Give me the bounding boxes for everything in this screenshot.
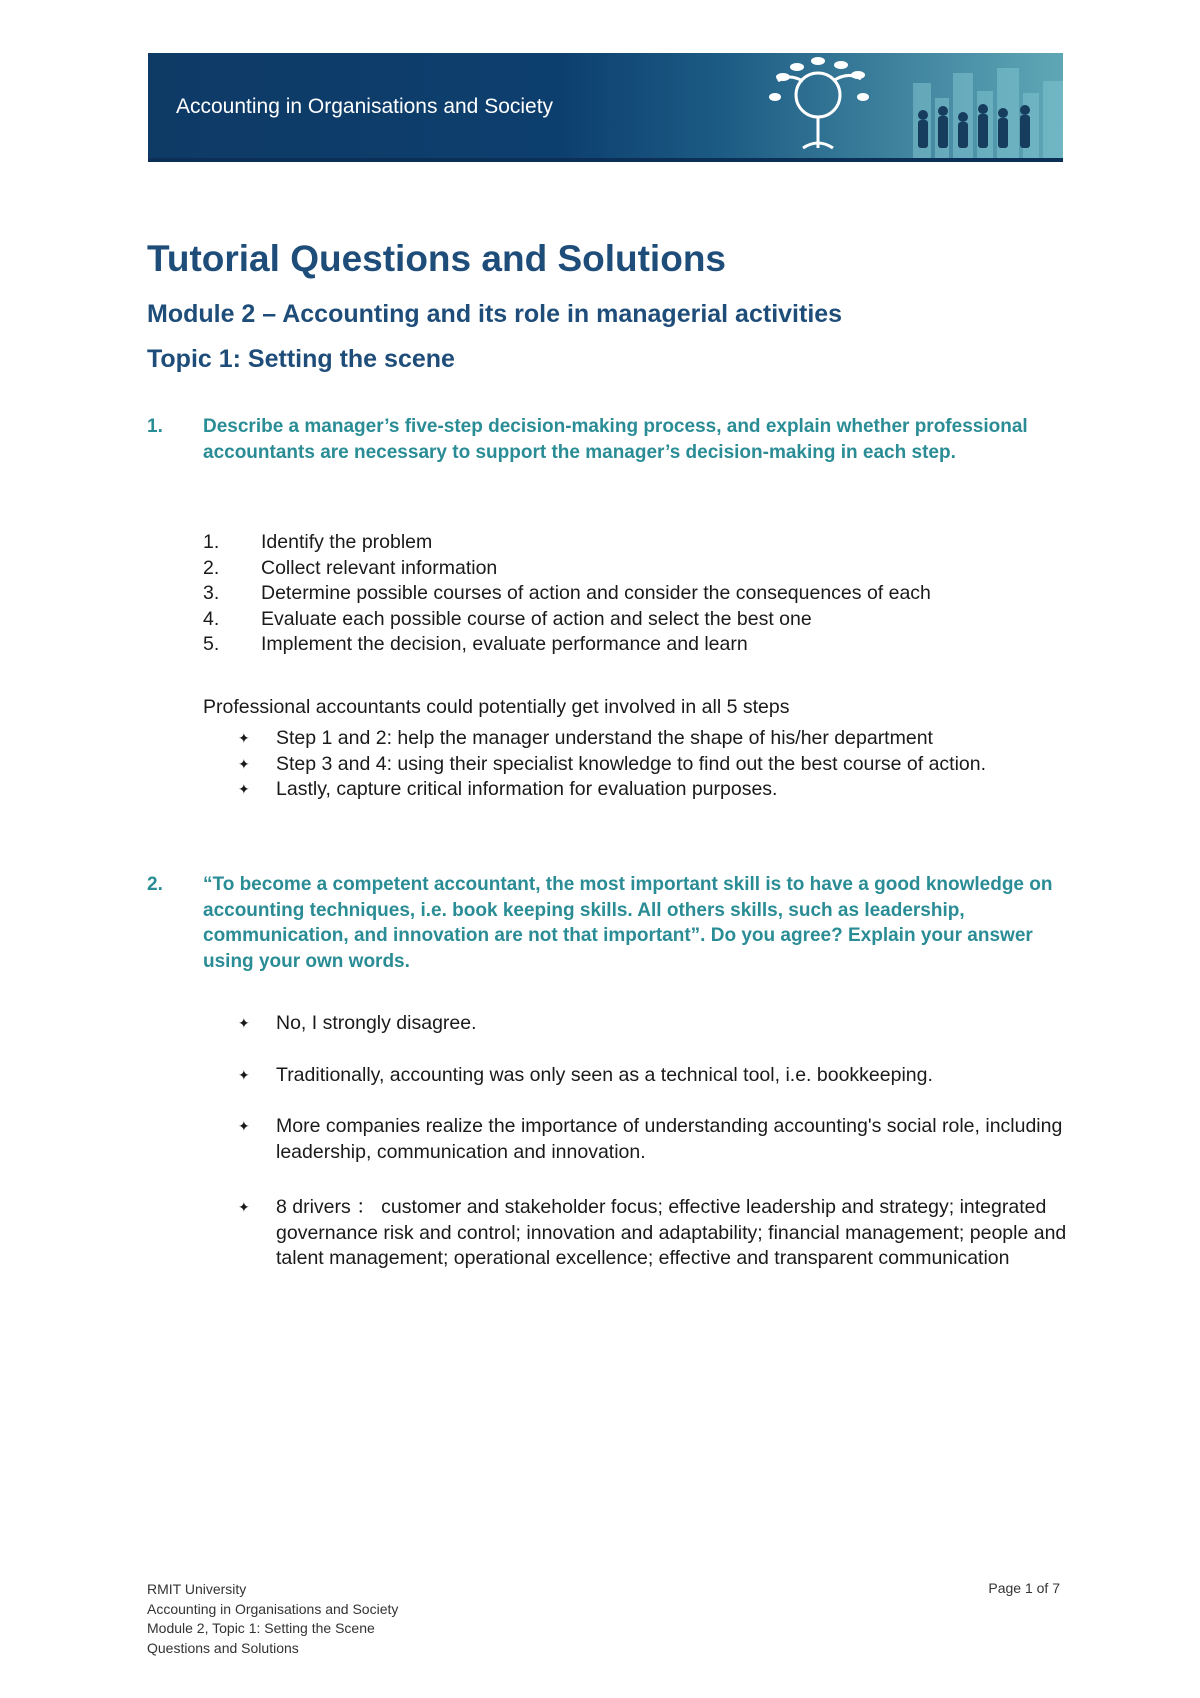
list-item [238,777,1068,803]
footer-line: Accounting in Organisations and Society [147,1600,399,1617]
answer-2-bullets [238,1011,1068,1272]
bullet-icon: ✦ [238,1015,250,1031]
banner-underline [148,158,1063,162]
bullet-icon: ✦ [238,755,250,772]
banner-title: Accounting in Organisations and Society [176,95,554,118]
step-text: Implement the decision, evaluate performance and learn [261,633,748,655]
bullet-text: No, I strongly disagree. [276,1012,477,1034]
question-text: “To become a competent accountant, the most important skill is to have a good knowledge on accounting techniques, i.e. book keeping skills. All others skills, such as leadership, communication, and innovation are not that important”. Do you agree? Explain your answer using your own words. [203,874,1053,972]
footer [147,1580,398,1658]
bullet-icon: ✦ [238,1199,250,1215]
city-skyline-illustration [763,53,1063,160]
bullet-icon: ✦ [238,730,250,746]
step-text: Evaluate each possible course of action and select the best one [261,607,812,630]
bullet-icon: ✦ [238,1066,250,1083]
step-number: 5. [203,633,220,655]
bullet-text: Step 3 and 4: using their specialist knowledge to find out the best course of action. [276,752,987,775]
footer-line: Module 2, Topic 1: Setting the Scene [147,1620,375,1636]
bullet-icon: ✦ [238,781,250,797]
question-1 [147,414,1057,465]
list-item [238,1011,1068,1037]
list-item [238,752,1068,778]
list-item [238,726,1068,752]
bullet-text: 8 drivers ： customer and stakeholder focus; effective leadership and strategy; integrated governance risk and control; innovation and adaptability; financial management; people and talent management; operational excellence; effective and transparent communication [276,1196,1067,1269]
answer-intro: Professional accountants could potentially get involved in all 5 steps [203,696,790,718]
bullet-text: Step 1 and 2: help the manager understand the shape of his/her department [276,727,933,749]
step-number: 4. [203,607,220,630]
page-number: Page 1 of 7 [988,1580,1060,1596]
step-number: 2. [203,556,220,579]
step-text: Collect relevant information [261,556,498,579]
question-number: 2. [147,874,163,895]
list-item [238,1195,1068,1272]
answer-1-bullets [238,726,1068,803]
step-number: 1. [203,531,220,553]
document-title: Tutorial Questions and Solutions [147,238,726,279]
footer-line: Questions and Solutions [147,1639,299,1656]
bullet-text: More companies realize the importance of understanding accounting's social role, including leadership, communication and innovation. [276,1115,1063,1163]
step-text: Determine possible courses of action and consider the consequences of each [261,582,931,604]
question-2 [147,872,1057,974]
module-heading: Module 2 – Accounting and its role in managerial activities [147,300,843,328]
topic-heading: Topic 1: Setting the scene [147,345,455,373]
footer-line: RMIT University [147,1581,247,1597]
bullet-text: Traditionally, accounting was only seen as a technical tool, i.e. bookkeeping. [276,1063,933,1086]
header-banner [148,53,1063,160]
step-text: Identify the problem [261,531,433,553]
step-number: 3. [203,582,220,604]
list-item [238,1063,1068,1089]
question-text: Describe a manager’s five-step decision-making process, and explain whether professional accountants are necessary to support the manager’s decision-making in each step. [203,416,1028,463]
bullet-text: Lastly, capture critical information for evaluation purposes. [276,778,778,800]
question-number: 1. [147,416,163,437]
list-item [238,1114,1068,1165]
bullet-icon: ✦ [238,1118,250,1134]
